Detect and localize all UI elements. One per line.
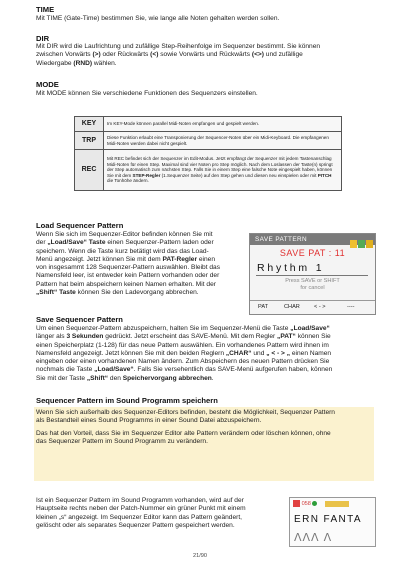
save-line-6: nochmals die Taste „Load/Save“. Falls Sie versehentlich das SAVE-Menü aufgerufen haben, können <box>36 366 333 374</box>
display-save-pat-title: SAVE PAT : 11 <box>279 248 346 258</box>
dir-text <box>36 43 376 68</box>
status-bar-icon <box>325 501 349 507</box>
load-text <box>36 231 244 297</box>
mode-heading: MODE <box>36 80 59 89</box>
sound-hl-line-4: das Sequenzer Pattern im Sound Programm zu verändern. <box>36 438 208 446</box>
sound-highlight-text-1 <box>36 409 376 426</box>
softkey-cursor[interactable]: < - > <box>314 304 326 310</box>
save-heading: Save Sequencer Pattern <box>36 315 123 324</box>
load-line-4: Menü angezeigt. Jetzt können Sie mit dem PAT-Regler einen <box>36 255 215 263</box>
dir-line-1: Mit DIR wird die Laufrichtung und zufällige Step-Reihenfolge im Sequenzer bestimmt. Sie können <box>36 43 321 50</box>
save-line-2: länger als 3 Sekunden gedrückt. Jetzt erscheint das SAVE-Menü. Mit dem Regler „PAT“ können Sie <box>36 333 331 341</box>
mode-text: Mit MODE können Sie verschiedene Funktionen des Sequenzers einstellen. <box>36 90 258 97</box>
softkey-char[interactable]: CHAR <box>284 304 300 310</box>
display-status-icons <box>349 235 373 244</box>
snd-program-name: ERN FANTA <box>294 514 362 525</box>
mode-row-key <box>75 117 342 132</box>
mode-key-label: KEY <box>75 117 104 132</box>
mode-rec-desc: Mit REC befindet sich der Sequenzer im Edit-Modus. Jetzt empfängt der Sequenzer mit jedem Tastenanschlag Midi-Noten für einen Step. Maximal sind vier Noten pro Step möglich. Nach dem Loslassen der Taste(n) springt der Step automatisch zum nächsten Step. Falls Sie in einem Step eine falsche Note eingespielt haben, können Sie mit dem STEP-Regler (1.Sequenzer Seite) auf den Step gehen und diesen neu einspielen oder mit PITCH die Tonhöhe ändern. <box>104 150 342 191</box>
load-line-3: speichern. Wenn die Taste kurz betätigt wird das das Load- <box>36 247 209 255</box>
load-line-2: der „Load/Save“ Taste einen Sequenzer-Pattern laden oder <box>36 239 214 247</box>
sound-text <box>36 497 281 530</box>
load-line-8: „Shift“ Taste können Sie den Ladevorgang abbrechen. <box>36 289 199 297</box>
snd-display-top <box>293 500 349 507</box>
snd-waveform: ᐱᐱᐱ ᐱ <box>294 532 333 544</box>
sequencer-dot-icon <box>312 501 317 506</box>
mode-rec-label: REC <box>75 150 104 191</box>
load-heading: Load Sequencer Pattern <box>36 221 124 230</box>
sound-hl-line-3: Das hat den Vorteil, dass Sie im Sequenzer Editor alte Pattern verändern oder löschen können, ohne <box>36 430 331 437</box>
display-softkey-bar <box>250 300 375 314</box>
mode-table <box>74 116 342 191</box>
patch-number: 058 <box>301 500 311 507</box>
page-number: 21/90 <box>193 553 207 559</box>
display-press-line-2: for cancel <box>300 285 325 291</box>
softkey-pat[interactable]: PAT <box>258 304 269 310</box>
display-press-line-1: Press SAVE or SHIFT <box>285 278 340 284</box>
mode-row-rec <box>75 150 342 191</box>
save-line-5: eingeben oder einen vorhandenen Namen ändern. Zum Abspeichern des neuen Pattern drücken Sie <box>36 358 330 366</box>
save-pattern-display <box>249 233 376 315</box>
load-line-1: Wenn Sie sich im Sequenzer-Editor befinden können Sie mit <box>36 231 213 238</box>
mode-key-desc: Im KEY-Mode können parallel Midi-Noten empfangen und gespielt werden. <box>104 117 342 132</box>
sound-line-1: Ist ein Sequenzer Pattern im Sound Programm vorhanden, wird auf der <box>36 497 244 504</box>
save-line-3: einen Speicherplatz (1-128) für das neue Pattern auswählen. Ein vorhandenes Pattern wird ihnen im <box>36 341 329 349</box>
sound-program-display <box>289 497 376 547</box>
sound-line-3: kleinen „s“ angezeigt. Im Sequenzer Editor kann das Pattern geändert, <box>36 513 242 521</box>
sound-heading: Sequencer Pattern im Sound Programm speichern <box>36 396 218 405</box>
softkey-empty: ---- <box>347 304 355 310</box>
midi-icon <box>366 240 373 248</box>
load-line-7: Pattern hat beim abspeichern keinen Namen erhalten. Mit der <box>36 280 216 288</box>
dir-line-2: zwischen Vorwärts (>) oder Rückwärts (<) sowie Vorwärts und Rückwärts (<>) und zufällige <box>36 51 303 59</box>
mode-row-trp <box>75 132 342 150</box>
sequencer-icon <box>358 240 365 248</box>
sound-line-2: Hauptseite rechts neben der Patch-Nummer ein grüner Punkt mit einem <box>36 505 246 513</box>
display-header-title: SAVE PATTERN <box>255 236 308 243</box>
display-pattern-name: Rhythm 1 <box>257 262 325 274</box>
mode-trp-label: TRP <box>75 132 104 150</box>
display-header-bar <box>250 234 375 245</box>
save-line-1: Um einen Sequenzer-Pattern abzuspeichern, halten Sie im Sequenzer-Menü die Taste „Load/Save“ <box>36 325 330 332</box>
save-text <box>36 325 376 383</box>
time-heading: TIME <box>36 5 55 14</box>
dir-line-3: Wiedergabe (RND) wählen. <box>36 59 117 67</box>
display-instructions <box>250 278 375 292</box>
sound-hl-line-1: Wenn Sie sich außerhalb des Sequenzer-Editors befinden, besteht die Möglichkeit, Sequenzer Pattern <box>36 409 335 416</box>
load-line-5: von insgesammt 128 Sequenzer-Pattern auswählen. Bleibt das <box>36 264 221 272</box>
sound-hl-line-2: als Bestandteil eines Sound Programms in einer Sound Datei abzuspeichern. <box>36 417 262 425</box>
display-name-underline <box>256 275 368 276</box>
sound-highlight-text-2 <box>36 430 376 447</box>
sound-line-4: gelöscht oder als separates Sequenzer Pattern gespeichert werden. <box>36 521 235 529</box>
save-line-4: Namensfeld angezeigt. Jetzt können Sie mit den beiden Reglern „CHAR“ und „ < - > „ einen Namen <box>36 349 332 357</box>
save-line-7: Sie mit der Taste „Shift“ den Speichervorgang abbrechen. <box>36 374 214 382</box>
load-line-6: Namensfeld leer, ist entweder kein Pattern vorhanden oder der <box>36 272 220 280</box>
bank-icon <box>293 500 300 507</box>
dir-heading: DIR <box>36 34 50 43</box>
time-text: Mit TIME (Gate-Time) bestimmen Sie, wie lange alle Noten gehalten werden sollen. <box>36 15 280 22</box>
note-icon <box>350 240 357 248</box>
mode-trp-desc: Diese Funktion erlaubt eine Transponierung der Sequencer-Noten über ein Midi-Keyboard. Die empfangenen Midi-Noten werden dabei nicht gespielt. <box>104 132 342 150</box>
